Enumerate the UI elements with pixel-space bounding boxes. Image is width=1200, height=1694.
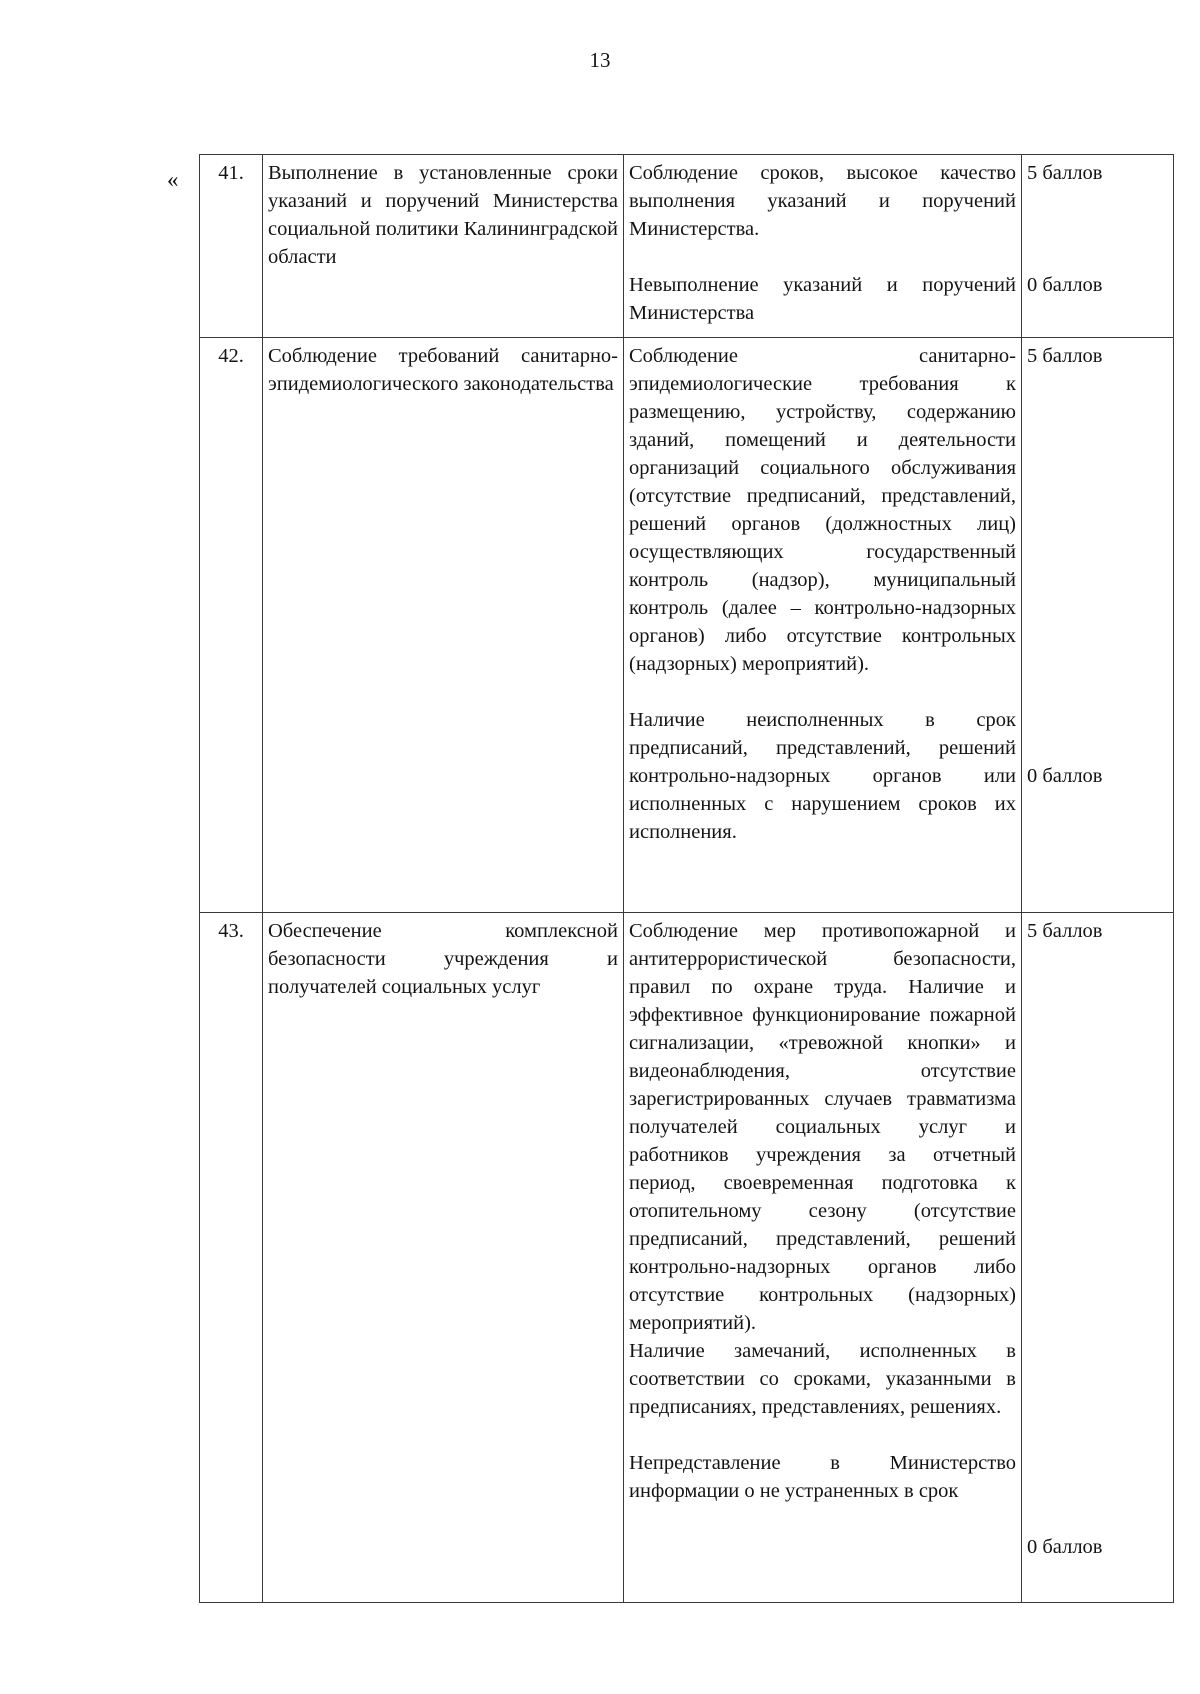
page-number: 13 bbox=[589, 48, 611, 72]
condition-text: Непредставление в Министерство информации о не устраненных в срок bbox=[629, 1452, 1016, 1502]
score-value: 0 баллов bbox=[1027, 1536, 1103, 1558]
row-number: 42. bbox=[200, 338, 263, 913]
condition-text: Наличие неисполненных в срок предписаний, представлений, решений контрольно-надзорных органов или исполненных с нарушением сроков их исполнения. bbox=[629, 709, 1016, 843]
conditions-cell bbox=[624, 913, 1022, 1603]
criterion-text: Обеспечение комплексной безопасности учреждения и получателей социальных услуг bbox=[263, 913, 624, 1603]
scores-cell bbox=[1022, 338, 1174, 913]
opening-quote-mark: « bbox=[167, 167, 179, 192]
conditions-cell bbox=[624, 155, 1022, 338]
conditions-cell bbox=[624, 338, 1022, 913]
table-row bbox=[200, 155, 1174, 338]
scores-cell bbox=[1022, 155, 1174, 338]
criteria-table bbox=[199, 154, 1174, 1603]
condition-text: Невыполнение указаний и поручений Министерства bbox=[629, 274, 1016, 324]
criterion-text: Соблюдение требований санитарно- эпидемиологического законодательства bbox=[263, 338, 624, 913]
scores-cell bbox=[1022, 913, 1174, 1603]
score-value: 0 баллов bbox=[1027, 765, 1103, 787]
score-value: 5 баллов bbox=[1027, 920, 1103, 942]
row-number: 43. bbox=[200, 913, 263, 1603]
score-value: 5 баллов bbox=[1027, 162, 1103, 184]
condition-text: Соблюдение сроков, высокое качество выполнения указаний и поручений Министерства. bbox=[629, 162, 1016, 240]
condition-text: Наличие замечаний, исполненных в соответствии со сроками, указанными в предписаниях, представлениях, решениях. bbox=[629, 1340, 1016, 1418]
condition-text: Соблюдение мер противопожарной и антитеррористической безопасности, правил по охране труда. Наличие и эффективное функционирование пожарной сигнализации, «тревожной кнопки» и видеонаблюдения, отсутствие зарегистрированных случаев травматизма получателей социальных услуг и работников учреждения за отчетный период, своевременная подготовка к отопительному сезону (отсутствие предписаний, представлений, решений контрольно-надзорных органов либо отсутствие контрольных (надзорных) мероприятий). bbox=[629, 920, 1016, 1334]
row-number: 41. bbox=[200, 155, 263, 338]
table-row bbox=[200, 338, 1174, 913]
score-value: 5 баллов bbox=[1027, 345, 1103, 367]
table-row bbox=[200, 913, 1174, 1603]
score-value: 0 баллов bbox=[1027, 274, 1103, 296]
condition-text: Соблюдение санитарно-эпидемиологические требования к размещению, устройству, содержанию зданий, помещений и деятельности организаций социального обслуживания (отсутствие предписаний, представлений, решений органов (должностных лиц) осуществляющих государственный контроль (надзор), муниципальный контроль (далее – контрольно-надзорных органов) либо отсутствие контрольных (надзорных) мероприятий). bbox=[629, 345, 1016, 675]
criterion-text: Выполнение в установленные сроки указаний и поручений Министерства социальной политики Калининградской области bbox=[263, 155, 624, 338]
